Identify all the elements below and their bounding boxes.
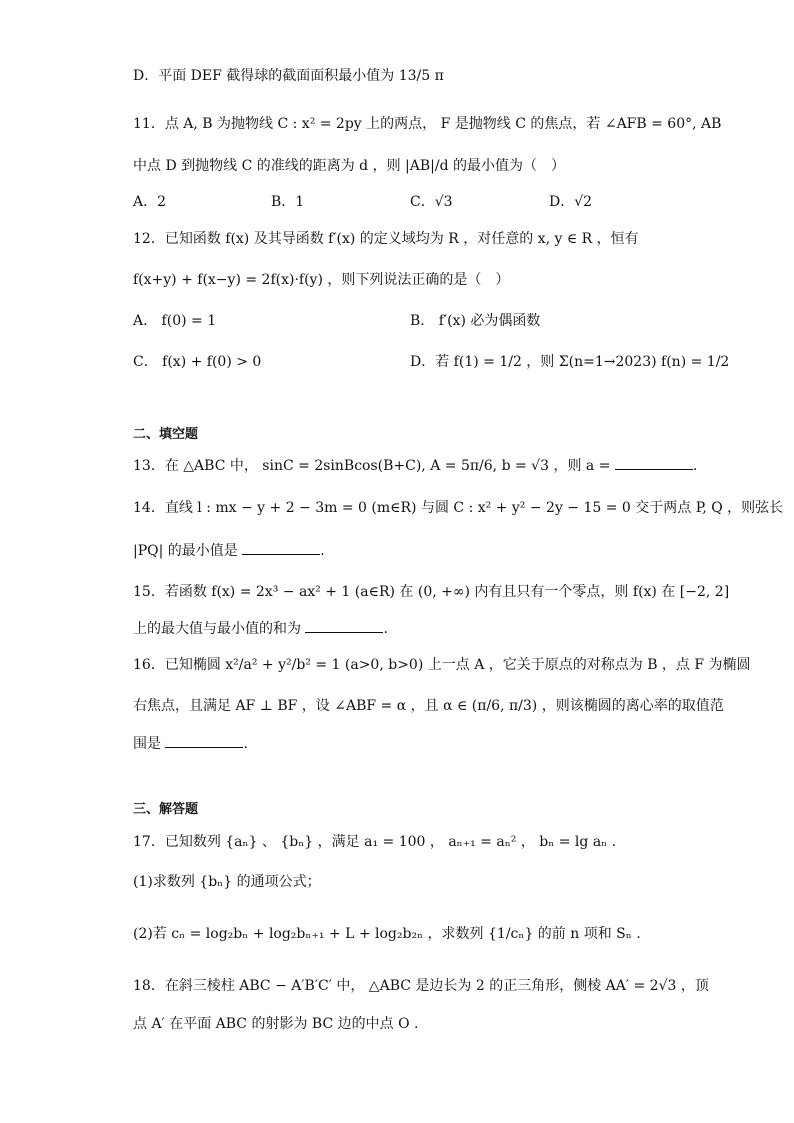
- question-16-line3: [133, 733, 248, 754]
- q12-option-a: A． f(0) = 1: [133, 313, 217, 329]
- question-13-text: 13．在 △ABC 中， sinC = 2sinBcos(B+C), A = 5π/6, b = √3 ，则 a =: [133, 458, 611, 474]
- question-15-line1: 15．若函数 f(x) = 2x³ − ax² + 1 (a∈R) 在 (0, +∞) 内有且只有一个零点，则 f(x) 在 [−2, 2]: [133, 584, 730, 600]
- q11-option-b: B．1: [271, 194, 305, 210]
- question-15-line2: [133, 618, 388, 639]
- period: .: [243, 736, 248, 752]
- q12-option-d: D．若 f(1) = 1/2 ，则 Σ(n=1→2023) f(n) = 1/2: [410, 354, 730, 370]
- question-14-line1: 14．直线 l : mx − y + 2 − 3m = 0 (m∈R) 与圆 C : x² + y² − 2y − 15 = 0 交于两点 P, Q ，则弦长: [133, 500, 784, 516]
- q11-option-c: C．√3: [410, 194, 453, 210]
- question-18-line2: 点 A′ 在平面 ABC 的射影为 BC 边的中点 O .: [133, 1016, 419, 1032]
- answer-blank: [165, 733, 243, 748]
- question-11-line1: 11．点 A, B 为抛物线 C : x² = 2py 上的两点， F 是抛物线 C 的焦点，若 ∠AFB = 60°, AB: [133, 116, 722, 132]
- period: .: [383, 621, 388, 637]
- section-fill-in-heading: 二、填空题: [133, 427, 199, 442]
- question-15-text: 上的最大值与最小值的和为: [133, 621, 301, 637]
- question-18-line1: 18．在斜三棱柱 ABC − A′B′C′ 中， △ABC 是边长为 2 的正三角形，侧棱 AA′ = 2√3 ，顶: [133, 978, 709, 994]
- q12-option-c: C． f(x) + f(0) > 0: [133, 354, 262, 370]
- answer-blank: [305, 618, 383, 633]
- period: .: [320, 543, 325, 559]
- q11-option-a: A．2: [133, 194, 167, 210]
- answer-blank: [615, 455, 693, 470]
- period: .: [692, 458, 698, 474]
- answer-blank: [242, 540, 320, 555]
- question-11-line2: 中点 D 到抛物线 C 的准线的距离为 d ，则 |AB|/d 的最小值为（ ）: [133, 158, 566, 174]
- question-12-line1: 12．已知函数 f(x) 及其导函数 f′(x) 的定义域均为 R ，对任意的 x, y ∈ R ，恒有: [133, 231, 639, 247]
- question-13: [133, 455, 697, 476]
- question-17: 17．已知数列 {aₙ} 、 {bₙ} ，满足 a₁ = 100 ， aₙ₊₁ = aₙ² ， bₙ = lg aₙ .: [133, 834, 617, 850]
- question-16-line2: 右焦点，且满足 AF ⊥ BF ，设 ∠ABF = α ，且 α ∈ (π/6, π/3) ，则该椭圆的离心率的取值范: [133, 698, 724, 714]
- question-14-text: |PQ| 的最小值是: [133, 543, 238, 559]
- question-12-line2: f(x+y) + f(x−y) = 2f(x)·f(y) ，则下列说法正确的是（ ）: [133, 272, 510, 288]
- question-17-part2: (2)若 cₙ = log₂bₙ + log₂bₙ₊₁ + L + log₂b₂ₙ ，求数列 {1/cₙ} 的前 n 项和 Sₙ .: [133, 926, 641, 942]
- question-16-line1: 16．已知椭圆 x²/a² + y²/b² = 1 (a>0, b>0) 上一点 A ，它关于原点的对称点为 B ，点 F 为椭圆: [133, 657, 751, 673]
- question-14-line2: [133, 540, 325, 561]
- section-solve-heading: 三、解答题: [133, 802, 199, 817]
- question-16-text: 围是: [133, 736, 161, 752]
- q11-option-d: D．√2: [549, 194, 593, 210]
- q12-option-b: B． f′(x) 必为偶函数: [410, 313, 541, 329]
- option-d-prev-question: D．平面 DEF 截得球的截面面积最小值为 13/5 π: [133, 68, 444, 84]
- question-17-part1: (1)求数列 {bₙ} 的通项公式；: [133, 874, 321, 890]
